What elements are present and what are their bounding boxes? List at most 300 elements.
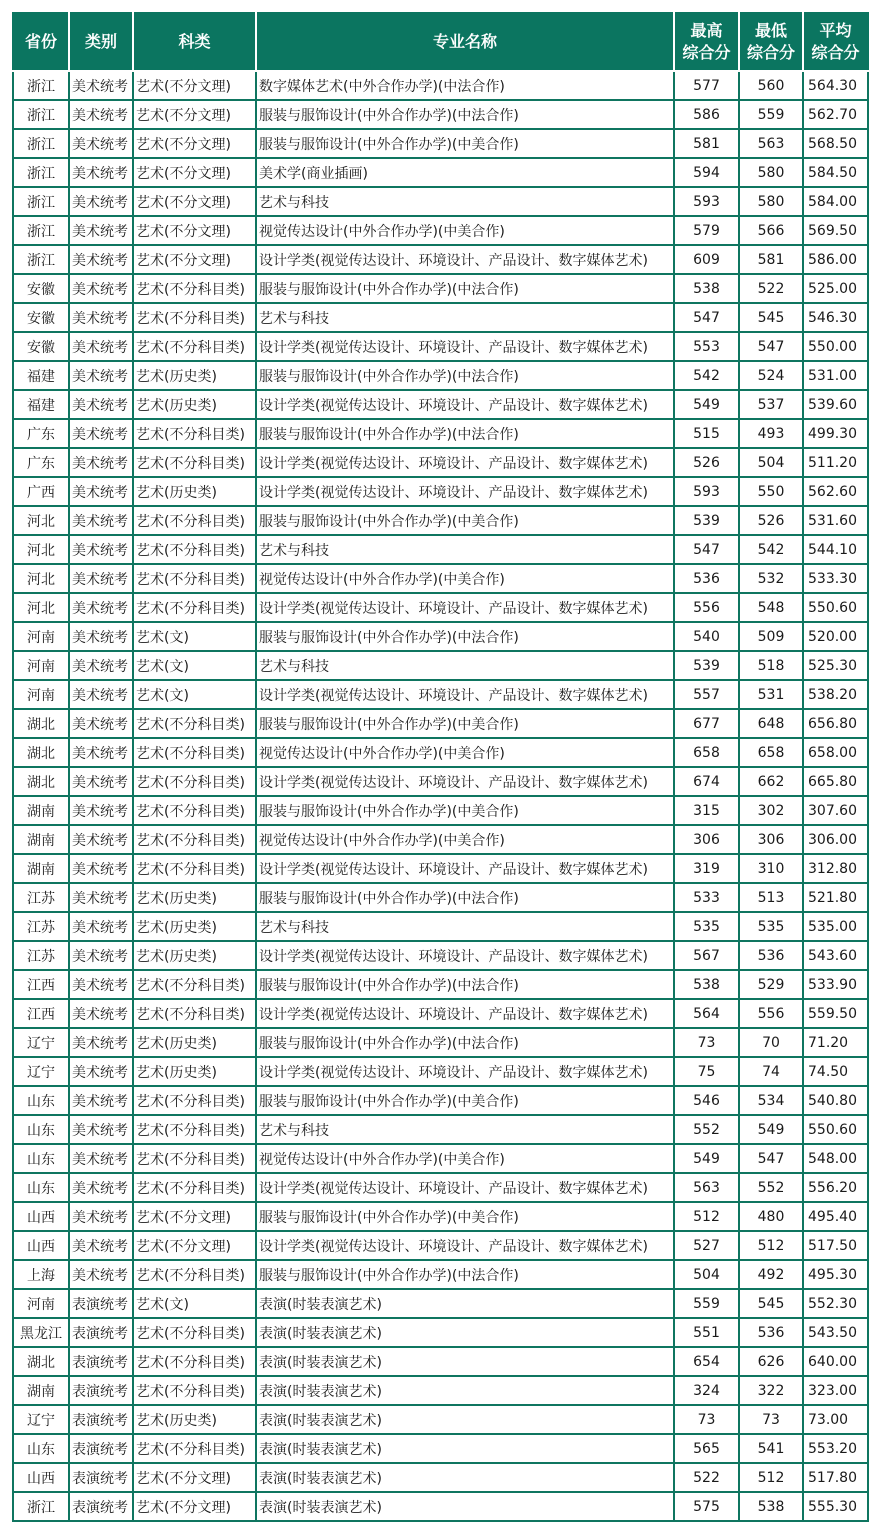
cell-subject: 艺术(不分科目类): [133, 419, 256, 448]
cell-subject: 艺术(文): [133, 622, 256, 651]
cell-avg-score: 550.00: [803, 332, 868, 361]
cell-category: 美术统考: [69, 999, 133, 1028]
cell-avg-score: 543.60: [803, 941, 868, 970]
cell-category: 表演统考: [69, 1289, 133, 1318]
cell-subject: 艺术(文): [133, 1289, 256, 1318]
cell-avg-score: 525.00: [803, 274, 868, 303]
cell-subject: 艺术(不分文理): [133, 129, 256, 158]
cell-min-score: 534: [739, 1086, 803, 1115]
cell-major: 表演(时装表演艺术): [256, 1405, 674, 1434]
cell-avg-score: 495.40: [803, 1202, 868, 1231]
cell-province: 河南: [13, 1289, 69, 1318]
cell-subject: 艺术(不分科目类): [133, 303, 256, 332]
cell-major: 美术学(商业插画): [256, 158, 674, 187]
cell-subject: 艺术(不分科目类): [133, 1260, 256, 1289]
cell-major: 设计学类(视觉传达设计、环境设计、产品设计、数字媒体艺术): [256, 332, 674, 361]
cell-min-score: 566: [739, 216, 803, 245]
table-row: [13, 825, 868, 854]
table-row: [13, 1144, 868, 1173]
cell-max-score: 563: [674, 1173, 739, 1202]
cell-category: 美术统考: [69, 709, 133, 738]
cell-category: 美术统考: [69, 941, 133, 970]
cell-min-score: 556: [739, 999, 803, 1028]
cell-avg-score: 521.80: [803, 883, 868, 912]
cell-category: 美术统考: [69, 825, 133, 854]
cell-province: 上海: [13, 1260, 69, 1289]
cell-province: 湖南: [13, 796, 69, 825]
cell-subject: 艺术(不分科目类): [133, 593, 256, 622]
cell-category: 美术统考: [69, 1260, 133, 1289]
cell-category: 美术统考: [69, 970, 133, 999]
score-table-container: [12, 12, 867, 1522]
cell-max-score: 536: [674, 564, 739, 593]
cell-major: 表演(时装表演艺术): [256, 1492, 674, 1521]
cell-max-score: 540: [674, 622, 739, 651]
table-row: [13, 1376, 868, 1405]
cell-province: 山东: [13, 1144, 69, 1173]
cell-major: 服装与服饰设计(中外合作办学)(中美合作): [256, 1086, 674, 1115]
cell-major: 服装与服饰设计(中外合作办学)(中法合作): [256, 1028, 674, 1057]
cell-province: 安徽: [13, 303, 69, 332]
header-avg-score: 平均 综合分: [803, 13, 868, 71]
cell-subject: 艺术(不分文理): [133, 216, 256, 245]
cell-province: 河北: [13, 535, 69, 564]
table-row: [13, 1434, 868, 1463]
table-row: [13, 71, 868, 100]
cell-subject: 艺术(不分科目类): [133, 1086, 256, 1115]
cell-province: 湖北: [13, 709, 69, 738]
table-row: [13, 680, 868, 709]
table-row: [13, 709, 868, 738]
cell-major: 设计学类(视觉传达设计、环境设计、产品设计、数字媒体艺术): [256, 999, 674, 1028]
cell-category: 美术统考: [69, 1173, 133, 1202]
cell-subject: 艺术(不分科目类): [133, 1347, 256, 1376]
cell-category: 美术统考: [69, 274, 133, 303]
cell-major: 视觉传达设计(中外合作办学)(中美合作): [256, 738, 674, 767]
table-row: [13, 970, 868, 999]
cell-category: 美术统考: [69, 361, 133, 390]
cell-min-score: 504: [739, 448, 803, 477]
cell-subject: 艺术(不分科目类): [133, 999, 256, 1028]
cell-province: 福建: [13, 390, 69, 419]
header-min-score: 最低 综合分: [739, 13, 803, 71]
cell-major: 艺术与科技: [256, 1115, 674, 1144]
cell-subject: 艺术(不分文理): [133, 1463, 256, 1492]
table-row: [13, 1492, 868, 1521]
cell-major: 服装与服饰设计(中外合作办学)(中美合作): [256, 709, 674, 738]
cell-min-score: 548: [739, 593, 803, 622]
cell-avg-score: 550.60: [803, 593, 868, 622]
cell-min-score: 537: [739, 390, 803, 419]
cell-major: 服装与服饰设计(中外合作办学)(中法合作): [256, 883, 674, 912]
cell-min-score: 536: [739, 941, 803, 970]
cell-major: 表演(时装表演艺术): [256, 1289, 674, 1318]
cell-min-score: 545: [739, 1289, 803, 1318]
cell-min-score: 563: [739, 129, 803, 158]
cell-category: 表演统考: [69, 1405, 133, 1434]
cell-avg-score: 306.00: [803, 825, 868, 854]
cell-category: 美术统考: [69, 535, 133, 564]
cell-province: 江苏: [13, 883, 69, 912]
admission-score-table: [12, 12, 869, 1522]
table-row: [13, 999, 868, 1028]
cell-major: 设计学类(视觉传达设计、环境设计、产品设计、数字媒体艺术): [256, 854, 674, 883]
cell-max-score: 557: [674, 680, 739, 709]
cell-province: 湖北: [13, 738, 69, 767]
cell-max-score: 75: [674, 1057, 739, 1086]
table-row: [13, 854, 868, 883]
cell-subject: 艺术(不分文理): [133, 100, 256, 129]
cell-category: 表演统考: [69, 1347, 133, 1376]
cell-category: 美术统考: [69, 1057, 133, 1086]
cell-subject: 艺术(不分科目类): [133, 332, 256, 361]
header-category: 类别: [69, 13, 133, 71]
cell-avg-score: 564.30: [803, 71, 868, 100]
cell-avg-score: 640.00: [803, 1347, 868, 1376]
cell-category: 美术统考: [69, 651, 133, 680]
cell-major: 艺术与科技: [256, 303, 674, 332]
cell-province: 湖南: [13, 825, 69, 854]
cell-subject: 艺术(不分科目类): [133, 535, 256, 564]
cell-province: 辽宁: [13, 1057, 69, 1086]
cell-avg-score: 499.30: [803, 419, 868, 448]
table-row: [13, 883, 868, 912]
cell-province: 福建: [13, 361, 69, 390]
cell-min-score: 310: [739, 854, 803, 883]
table-row: [13, 1260, 868, 1289]
cell-major: 设计学类(视觉传达设计、环境设计、产品设计、数字媒体艺术): [256, 680, 674, 709]
table-row: [13, 1173, 868, 1202]
cell-avg-score: 656.80: [803, 709, 868, 738]
cell-min-score: 559: [739, 100, 803, 129]
table-row: [13, 187, 868, 216]
cell-subject: 艺术(不分科目类): [133, 274, 256, 303]
cell-min-score: 541: [739, 1434, 803, 1463]
cell-category: 美术统考: [69, 1231, 133, 1260]
cell-subject: 艺术(不分文理): [133, 1231, 256, 1260]
cell-avg-score: 531.00: [803, 361, 868, 390]
cell-province: 安徽: [13, 332, 69, 361]
cell-province: 浙江: [13, 1492, 69, 1521]
cell-min-score: 518: [739, 651, 803, 680]
cell-major: 服装与服饰设计(中外合作办学)(中法合作): [256, 100, 674, 129]
table-row: [13, 1202, 868, 1231]
cell-province: 山西: [13, 1202, 69, 1231]
cell-subject: 艺术(不分科目类): [133, 854, 256, 883]
cell-major: 设计学类(视觉传达设计、环境设计、产品设计、数字媒体艺术): [256, 941, 674, 970]
cell-subject: 艺术(不分科目类): [133, 564, 256, 593]
cell-avg-score: 539.60: [803, 390, 868, 419]
cell-subject: 艺术(不分科目类): [133, 1376, 256, 1405]
cell-province: 山东: [13, 1173, 69, 1202]
cell-province: 河北: [13, 593, 69, 622]
cell-min-score: 306: [739, 825, 803, 854]
cell-province: 广西: [13, 477, 69, 506]
cell-major: 设计学类(视觉传达设计、环境设计、产品设计、数字媒体艺术): [256, 767, 674, 796]
cell-min-score: 512: [739, 1463, 803, 1492]
cell-category: 美术统考: [69, 796, 133, 825]
cell-subject: 艺术(不分文理): [133, 71, 256, 100]
cell-province: 河北: [13, 564, 69, 593]
cell-max-score: 512: [674, 1202, 739, 1231]
cell-category: 美术统考: [69, 593, 133, 622]
table-row: [13, 1057, 868, 1086]
header-major: 专业名称: [256, 13, 674, 71]
cell-subject: 艺术(不分科目类): [133, 1115, 256, 1144]
cell-major: 设计学类(视觉传达设计、环境设计、产品设计、数字媒体艺术): [256, 1231, 674, 1260]
cell-category: 美术统考: [69, 129, 133, 158]
cell-province: 河北: [13, 506, 69, 535]
cell-province: 江苏: [13, 912, 69, 941]
cell-max-score: 547: [674, 535, 739, 564]
cell-major: 表演(时装表演艺术): [256, 1463, 674, 1492]
cell-category: 美术统考: [69, 303, 133, 332]
table-row: [13, 738, 868, 767]
cell-avg-score: 323.00: [803, 1376, 868, 1405]
cell-province: 安徽: [13, 274, 69, 303]
cell-major: 设计学类(视觉传达设计、环境设计、产品设计、数字媒体艺术): [256, 1057, 674, 1086]
cell-min-score: 70: [739, 1028, 803, 1057]
cell-max-score: 539: [674, 651, 739, 680]
cell-subject: 艺术(文): [133, 651, 256, 680]
cell-max-score: 564: [674, 999, 739, 1028]
header-max-score: 最高 综合分: [674, 13, 739, 71]
cell-avg-score: 548.00: [803, 1144, 868, 1173]
cell-major: 服装与服饰设计(中外合作办学)(中美合作): [256, 506, 674, 535]
cell-max-score: 677: [674, 709, 739, 738]
cell-subject: 艺术(不分科目类): [133, 767, 256, 796]
cell-category: 美术统考: [69, 419, 133, 448]
cell-province: 黑龙江: [13, 1318, 69, 1347]
cell-max-score: 73: [674, 1405, 739, 1434]
cell-avg-score: 546.30: [803, 303, 868, 332]
cell-category: 表演统考: [69, 1463, 133, 1492]
cell-subject: 艺术(历史类): [133, 1405, 256, 1434]
table-row: [13, 390, 868, 419]
cell-min-score: 531: [739, 680, 803, 709]
cell-max-score: 533: [674, 883, 739, 912]
table-row: [13, 158, 868, 187]
cell-avg-score: 517.50: [803, 1231, 868, 1260]
cell-province: 河南: [13, 651, 69, 680]
cell-avg-score: 517.80: [803, 1463, 868, 1492]
cell-province: 山西: [13, 1463, 69, 1492]
cell-avg-score: 543.50: [803, 1318, 868, 1347]
cell-avg-score: 555.30: [803, 1492, 868, 1521]
cell-subject: 艺术(历史类): [133, 912, 256, 941]
cell-min-score: 538: [739, 1492, 803, 1521]
cell-category: 美术统考: [69, 506, 133, 535]
cell-min-score: 302: [739, 796, 803, 825]
cell-subject: 艺术(文): [133, 680, 256, 709]
table-row: [13, 535, 868, 564]
cell-category: 美术统考: [69, 622, 133, 651]
cell-major: 艺术与科技: [256, 535, 674, 564]
cell-min-score: 513: [739, 883, 803, 912]
table-body: [13, 71, 868, 1521]
cell-max-score: 504: [674, 1260, 739, 1289]
cell-subject: 艺术(不分科目类): [133, 825, 256, 854]
cell-min-score: 662: [739, 767, 803, 796]
table-row: [13, 1318, 868, 1347]
cell-max-score: 579: [674, 216, 739, 245]
cell-subject: 艺术(历史类): [133, 883, 256, 912]
cell-max-score: 315: [674, 796, 739, 825]
cell-subject: 艺术(不分文理): [133, 245, 256, 274]
cell-max-score: 527: [674, 1231, 739, 1260]
cell-major: 服装与服饰设计(中外合作办学)(中美合作): [256, 129, 674, 158]
cell-major: 设计学类(视觉传达设计、环境设计、产品设计、数字媒体艺术): [256, 245, 674, 274]
cell-max-score: 593: [674, 187, 739, 216]
cell-avg-score: 586.00: [803, 245, 868, 274]
cell-subject: 艺术(不分文理): [133, 158, 256, 187]
cell-min-score: 580: [739, 158, 803, 187]
cell-major: 表演(时装表演艺术): [256, 1376, 674, 1405]
cell-category: 美术统考: [69, 187, 133, 216]
cell-max-score: 658: [674, 738, 739, 767]
cell-major: 服装与服饰设计(中外合作办学)(中美合作): [256, 796, 674, 825]
cell-min-score: 581: [739, 245, 803, 274]
cell-major: 服装与服饰设计(中外合作办学)(中法合作): [256, 274, 674, 303]
cell-max-score: 535: [674, 912, 739, 941]
cell-province: 浙江: [13, 158, 69, 187]
table-row: [13, 796, 868, 825]
cell-min-score: 493: [739, 419, 803, 448]
cell-avg-score: 74.50: [803, 1057, 868, 1086]
cell-major: 服装与服饰设计(中外合作办学)(中美合作): [256, 1202, 674, 1231]
table-row: [13, 419, 868, 448]
cell-max-score: 549: [674, 1144, 739, 1173]
cell-province: 湖北: [13, 767, 69, 796]
cell-min-score: 560: [739, 71, 803, 100]
cell-min-score: 509: [739, 622, 803, 651]
cell-province: 浙江: [13, 187, 69, 216]
cell-max-score: 542: [674, 361, 739, 390]
table-row: [13, 622, 868, 651]
cell-max-score: 575: [674, 1492, 739, 1521]
cell-province: 江西: [13, 970, 69, 999]
cell-major: 表演(时装表演艺术): [256, 1434, 674, 1463]
cell-major: 视觉传达设计(中外合作办学)(中美合作): [256, 825, 674, 854]
cell-category: 美术统考: [69, 767, 133, 796]
cell-province: 山东: [13, 1115, 69, 1144]
cell-min-score: 550: [739, 477, 803, 506]
cell-major: 服装与服饰设计(中外合作办学)(中法合作): [256, 419, 674, 448]
cell-category: 美术统考: [69, 912, 133, 941]
cell-category: 美术统考: [69, 1144, 133, 1173]
table-row: [13, 1289, 868, 1318]
cell-avg-score: 538.20: [803, 680, 868, 709]
cell-max-score: 674: [674, 767, 739, 796]
cell-min-score: 547: [739, 332, 803, 361]
cell-subject: 艺术(不分科目类): [133, 1173, 256, 1202]
table-row: [13, 506, 868, 535]
cell-avg-score: 495.30: [803, 1260, 868, 1289]
cell-min-score: 480: [739, 1202, 803, 1231]
cell-max-score: 593: [674, 477, 739, 506]
table-row: [13, 651, 868, 680]
cell-avg-score: 562.70: [803, 100, 868, 129]
cell-province: 湖南: [13, 854, 69, 883]
cell-subject: 艺术(不分文理): [133, 187, 256, 216]
cell-province: 广东: [13, 419, 69, 448]
header-subject: 科类: [133, 13, 256, 71]
cell-subject: 艺术(不分科目类): [133, 709, 256, 738]
cell-avg-score: 568.50: [803, 129, 868, 158]
table-row: [13, 303, 868, 332]
cell-max-score: 538: [674, 274, 739, 303]
table-row: [13, 332, 868, 361]
cell-min-score: 658: [739, 738, 803, 767]
cell-province: 河南: [13, 680, 69, 709]
cell-subject: 艺术(不分科目类): [133, 1144, 256, 1173]
cell-province: 山东: [13, 1086, 69, 1115]
cell-min-score: 322: [739, 1376, 803, 1405]
cell-subject: 艺术(历史类): [133, 1057, 256, 1086]
cell-subject: 艺术(不分文理): [133, 1202, 256, 1231]
cell-avg-score: 584.00: [803, 187, 868, 216]
cell-min-score: 626: [739, 1347, 803, 1376]
table-row: [13, 245, 868, 274]
cell-subject: 艺术(不分科目类): [133, 448, 256, 477]
cell-min-score: 547: [739, 1144, 803, 1173]
cell-max-score: 559: [674, 1289, 739, 1318]
cell-category: 美术统考: [69, 1028, 133, 1057]
header-province: 省份: [13, 13, 69, 71]
cell-min-score: 74: [739, 1057, 803, 1086]
table-row: [13, 1028, 868, 1057]
cell-avg-score: 525.30: [803, 651, 868, 680]
table-row: [13, 912, 868, 941]
cell-subject: 艺术(不分科目类): [133, 796, 256, 825]
cell-subject: 艺术(历史类): [133, 477, 256, 506]
cell-max-score: 319: [674, 854, 739, 883]
cell-major: 服装与服饰设计(中外合作办学)(中法合作): [256, 1260, 674, 1289]
cell-min-score: 552: [739, 1173, 803, 1202]
cell-category: 美术统考: [69, 477, 133, 506]
table-row: [13, 1231, 868, 1260]
cell-min-score: 648: [739, 709, 803, 738]
cell-province: 广东: [13, 448, 69, 477]
cell-province: 辽宁: [13, 1028, 69, 1057]
cell-max-score: 526: [674, 448, 739, 477]
cell-category: 美术统考: [69, 1115, 133, 1144]
cell-min-score: 549: [739, 1115, 803, 1144]
cell-min-score: 492: [739, 1260, 803, 1289]
cell-subject: 艺术(不分科目类): [133, 970, 256, 999]
cell-major: 艺术与科技: [256, 651, 674, 680]
cell-category: 美术统考: [69, 1202, 133, 1231]
cell-subject: 艺术(不分科目类): [133, 738, 256, 767]
cell-category: 美术统考: [69, 245, 133, 274]
cell-category: 表演统考: [69, 1492, 133, 1521]
cell-max-score: 324: [674, 1376, 739, 1405]
cell-category: 表演统考: [69, 1376, 133, 1405]
cell-category: 美术统考: [69, 390, 133, 419]
table-row: [13, 1086, 868, 1115]
cell-max-score: 549: [674, 390, 739, 419]
cell-avg-score: 544.10: [803, 535, 868, 564]
cell-max-score: 73: [674, 1028, 739, 1057]
cell-province: 浙江: [13, 100, 69, 129]
cell-major: 设计学类(视觉传达设计、环境设计、产品设计、数字媒体艺术): [256, 1173, 674, 1202]
cell-max-score: 556: [674, 593, 739, 622]
cell-max-score: 306: [674, 825, 739, 854]
cell-max-score: 567: [674, 941, 739, 970]
table-row: [13, 564, 868, 593]
cell-major: 表演(时装表演艺术): [256, 1347, 674, 1376]
cell-avg-score: 665.80: [803, 767, 868, 796]
